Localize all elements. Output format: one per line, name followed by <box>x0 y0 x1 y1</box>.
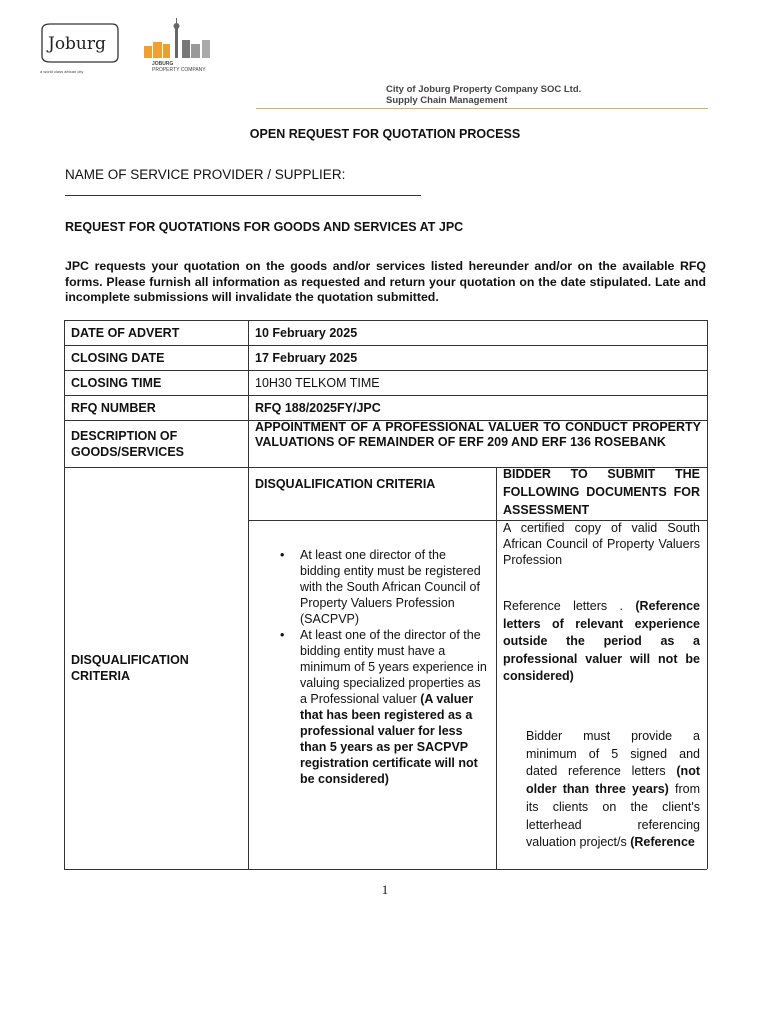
row-value-description: APPOINTMENT OF A PROFESSIONAL VALUER TO CONDUCT PROPERTY VALUATIONS OF REMAINDER OF ERF 209 AND ERF 136 ROSEBANK <box>255 420 701 449</box>
disqualification-column-header: DISQUALIFICATION CRITERIA <box>255 477 436 491</box>
table-column-divider <box>248 320 249 869</box>
disqualification-criteria-list <box>276 547 488 787</box>
row-label-date-of-advert: DATE OF ADVERT <box>71 326 180 340</box>
table-row-divider <box>64 370 707 371</box>
row-label-closing-date: CLOSING DATE <box>71 351 165 365</box>
company-name: City of Joburg Property Company SOC Ltd. <box>386 84 582 95</box>
table-border-right <box>707 320 708 869</box>
jpc-skyline-icon <box>142 16 218 60</box>
row-value-closing-time: 10H30 TELKOM TIME <box>255 376 380 390</box>
row-value-closing-date: 17 February 2025 <box>255 351 358 365</box>
department-name: Supply Chain Management <box>386 95 508 106</box>
company-header <box>386 84 581 106</box>
rfq-heading: REQUEST FOR QUOTATIONS FOR GOODS AND SERVICES AT JPC <box>65 220 464 234</box>
row-label-closing-time: CLOSING TIME <box>71 376 162 390</box>
table-column-divider <box>496 467 497 869</box>
documents-column-header: BIDDER TO SUBMIT THE FOLLOWING DOCUMENTS FOR ASSESSMENT <box>503 467 700 517</box>
criterion-item: • At least one of the director of the bidding entity must have a minimum of 5 years experience in valuing specialized properties as a Professional valuer (A valuer that has been registered as a professional valuer for less than 5 years as per SACPVP registration certificate will not be considered) <box>276 627 488 787</box>
intro-paragraph: JPC requests your quotation on the goods and/or services listed hereunder and/or on the available RFQ forms. Please furnish all information as requested and return your quotation on the date stipulated. Late and incomplete submissions will invalidate the quotation submitted. <box>65 259 706 304</box>
table-row-divider <box>64 395 707 396</box>
joburg-tagline: a world class african city <box>40 69 84 74</box>
document-requirement-sacpvp: A certified copy of valid South African Council of Property Valuers Profession <box>503 521 700 567</box>
row-value-date-of-advert: 10 February 2025 <box>255 326 358 340</box>
row-label-disqualification: DISQUALIFICATION CRITERIA <box>71 653 189 683</box>
row-value-rfq-number: RFQ 188/2025FY/JPC <box>255 401 381 415</box>
joburg-logo <box>38 22 124 76</box>
header-divider <box>256 108 708 109</box>
document-title: OPEN REQUEST FOR QUOTATION PROCESS <box>249 127 521 141</box>
document-requirement-signed-letters: Bidder must provide a minimum of 5 signed and dated reference letters (not older than three years) from its clients on the client's letterhead referencing valuation project/s (Reference <box>526 729 700 850</box>
row-label-description: DESCRIPTION OF GOODS/SERVICES <box>71 429 184 459</box>
table-border-left <box>64 320 65 869</box>
document-requirement-reference-letters: Reference letters . (Reference letters of relevant experience outside the period as a professional valuer will not be considered) <box>503 599 700 683</box>
joburg-wordmark: Joburg <box>48 34 106 54</box>
jpc-logo <box>142 16 218 76</box>
table-border-bottom <box>64 869 707 870</box>
page-number: 1 <box>381 882 389 897</box>
jpc-logo-line1: JOBURG <box>152 61 174 67</box>
jpc-logo-line2: PROPERTY COMPANY <box>152 67 206 73</box>
row-label-rfq-number: RFQ NUMBER <box>71 401 156 415</box>
supplier-name-line <box>65 195 421 196</box>
table-border-top <box>64 320 707 321</box>
table-row-divider <box>64 345 707 346</box>
criterion-item: • At least one director of the bidding entity must be registered with the South African Council of Property Valuers Profession (SACPVP) <box>276 547 488 627</box>
supplier-name-label: NAME OF SERVICE PROVIDER / SUPPLIER: <box>65 167 346 182</box>
